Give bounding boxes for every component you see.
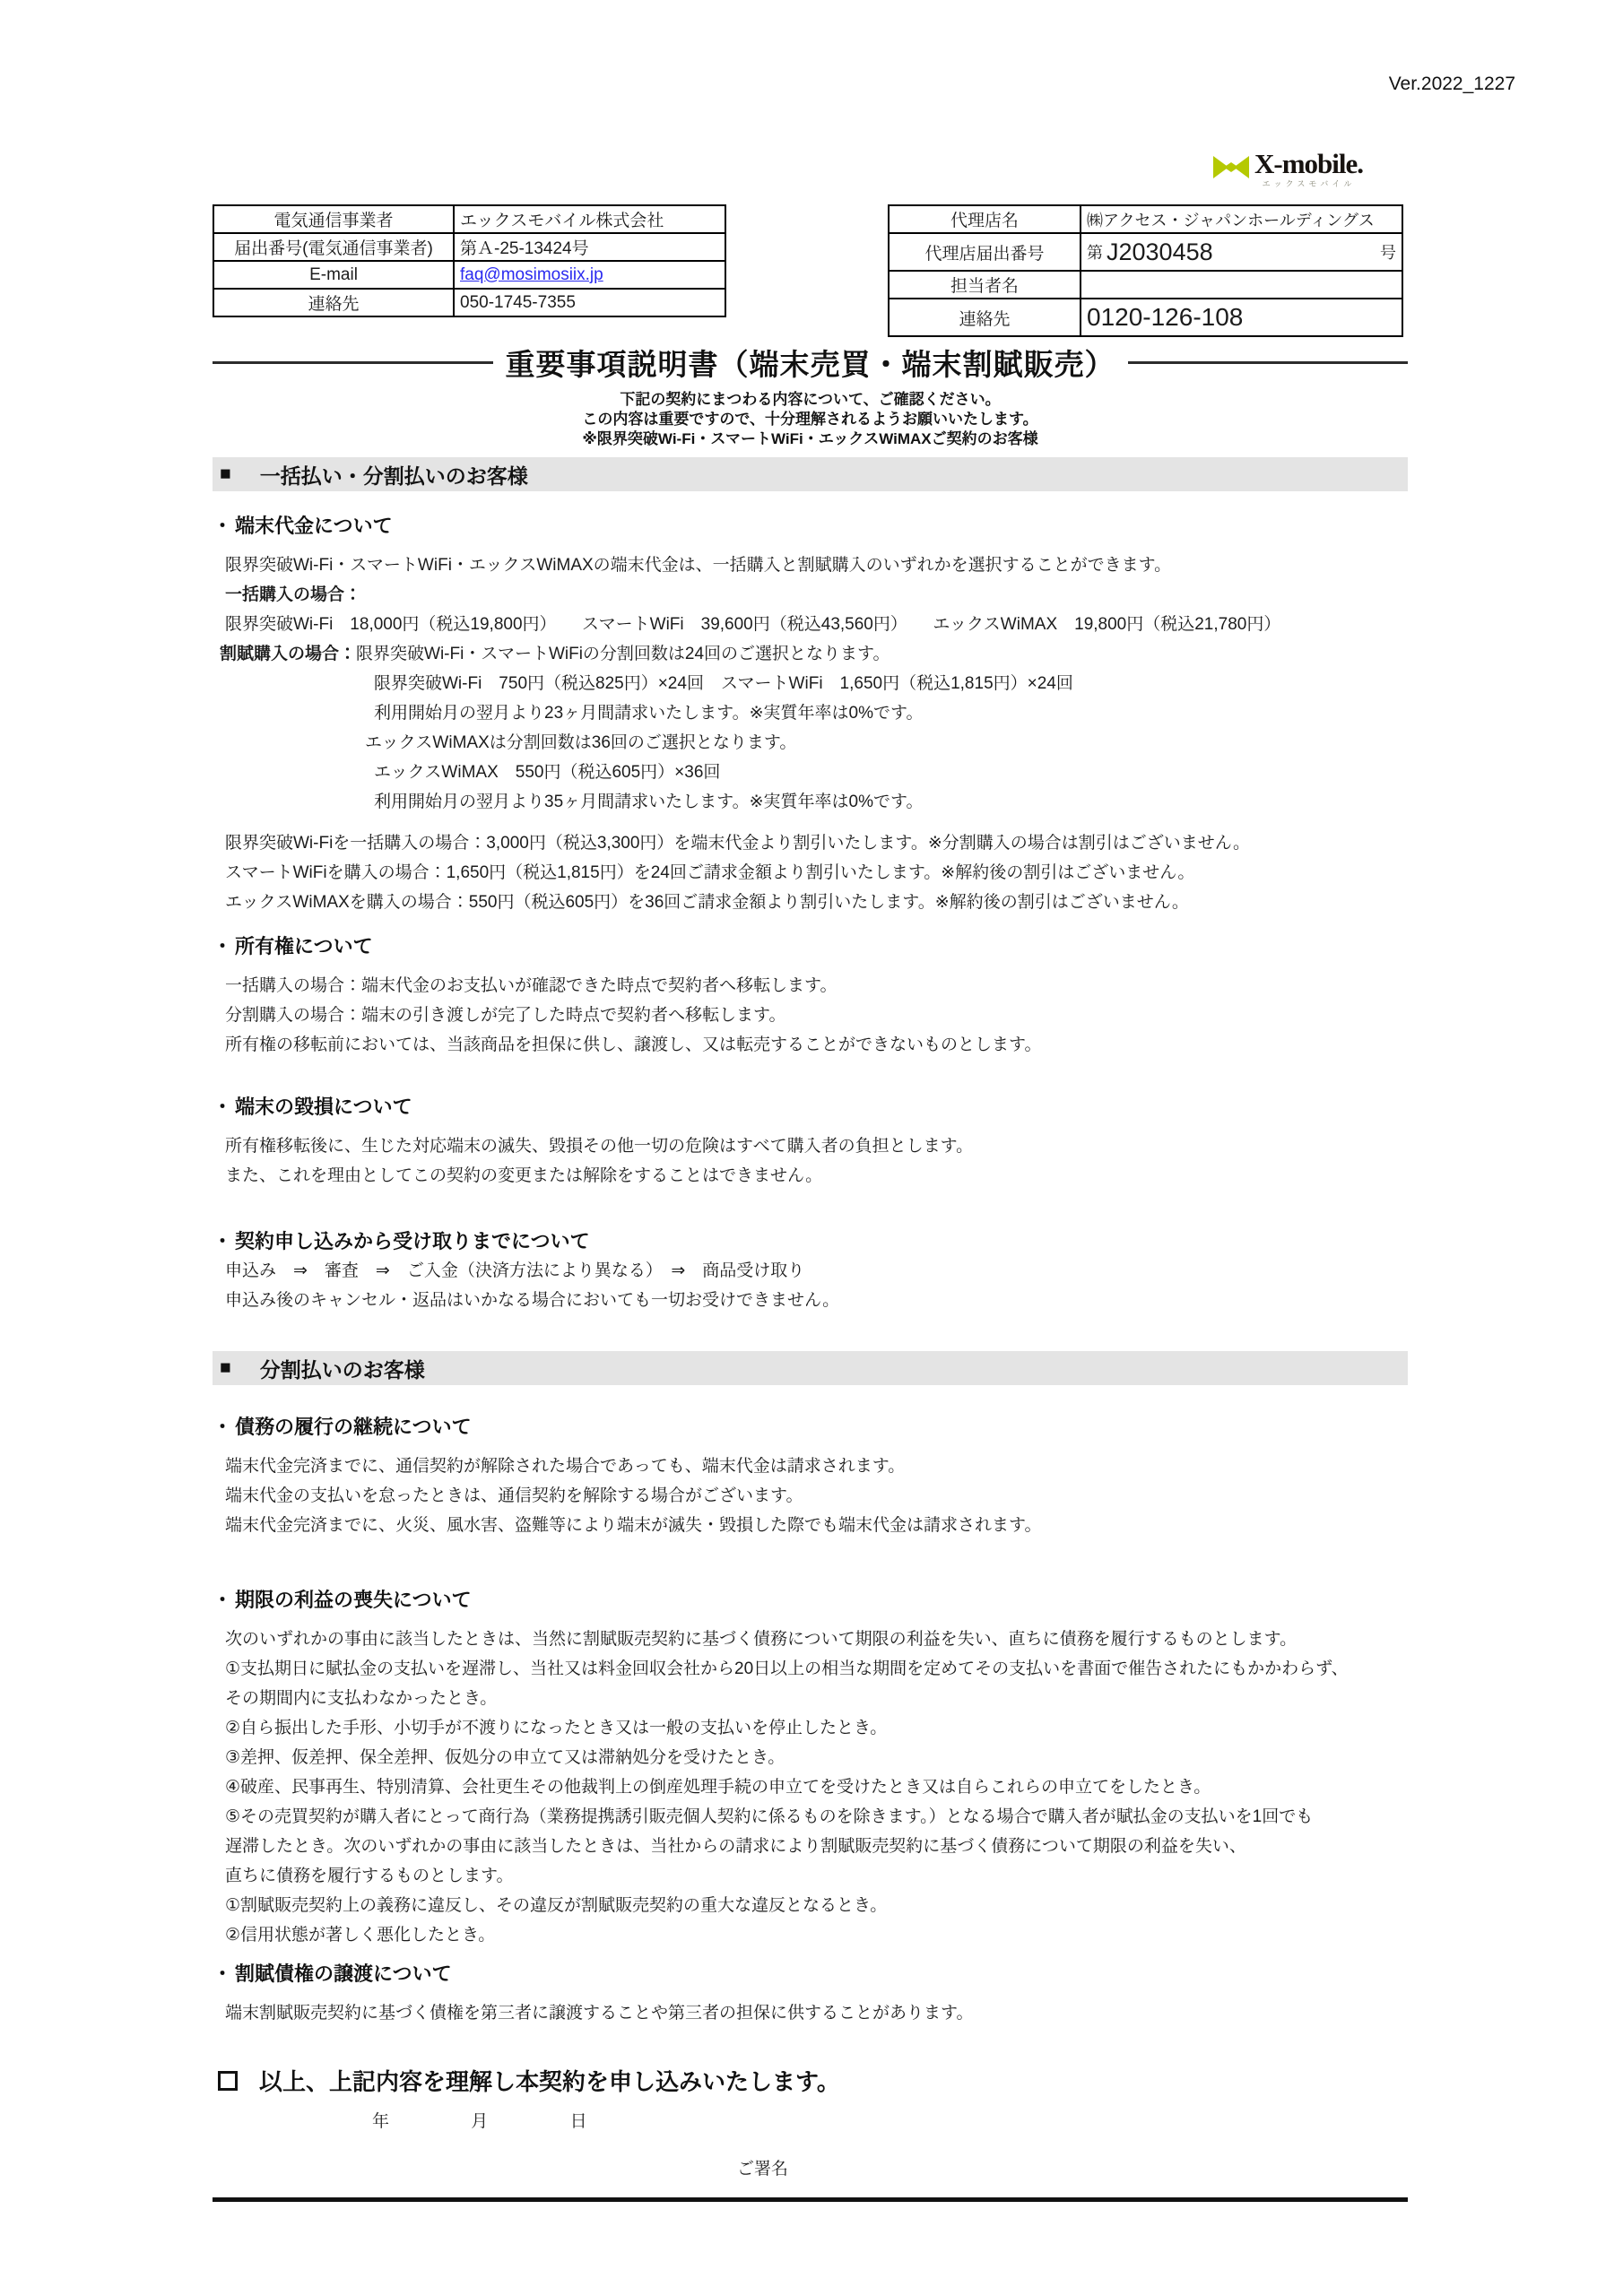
agreement-checkbox[interactable] bbox=[218, 2071, 238, 2091]
body-line: ④破産、民事再生、特別清算、会社更生その他裁判上の倒産処理手続の申立てを受けたとき又は自らこれらの申立てをしたとき。 bbox=[225, 1778, 1211, 1797]
debt-paragraph bbox=[213, 1451, 1408, 1540]
cell-label: 代理店名 bbox=[889, 205, 1081, 233]
cell-value: ㈱アクセス・ジャパンホールディングス bbox=[1081, 205, 1402, 233]
bullet-marker: ・ bbox=[213, 1589, 233, 1611]
bullet-marker: ・ bbox=[213, 1096, 233, 1118]
title-row bbox=[213, 342, 1408, 384]
section-bar-label: 分割払いのお客様 bbox=[259, 1357, 425, 1382]
body-line: ⑤その売買契約が購入者にとって商行為（業務提携誘引販売個人契約に係るものを除きます。）となる場合で購入者が賦払金の支払いを1回でも bbox=[225, 1807, 1314, 1826]
body-line: 端末代金完済までに、通信契約が解除された場合であっても、端末代金は請求されます。 bbox=[225, 1457, 906, 1476]
registration-number-value: J2030458 bbox=[1107, 238, 1213, 265]
heading-text: 期限の利益の喪失について bbox=[235, 1589, 472, 1611]
title-note-line: ※限界突破Wi-Fi・スマートWiFi・エックスWiMAXご契約のお客様 bbox=[582, 430, 1038, 447]
body-line: ①割賦販売契約上の義務に違反し、その違反が割賦販売契約の重大な違反となるとき。 bbox=[225, 1896, 888, 1915]
body-line: ③差押、仮差押、保全差押、仮処分の申立て又は滞納処分を受けたとき。 bbox=[225, 1748, 785, 1767]
body-line: 利用開始月の翌月より35ヶ月間請求いたします。※実質年率は0%です。 bbox=[374, 793, 924, 811]
email-link[interactable]: faq@mosimosiix.jp bbox=[460, 264, 603, 284]
heading-text: 所有権について bbox=[235, 935, 373, 957]
title-notes bbox=[213, 390, 1408, 449]
body-line: 一括購入の場合： bbox=[225, 585, 362, 604]
body-line: 申込み後のキャンセル・返品はいかなる場合においても一切お受けできません。 bbox=[225, 1291, 840, 1310]
body-line: 所有権移転後に、生じた対応端末の滅失、毀損その他一切の危険はすべて購入者の負担とします。 bbox=[225, 1137, 974, 1156]
date-row bbox=[213, 2108, 1408, 2132]
body-line: エックスWiMAXを購入の場合：550円（税込605円）を36回ご請求金額より割引いたします。※解約後の割引はございません。 bbox=[225, 893, 1189, 912]
installment-label: 割賦購入の場合： bbox=[220, 645, 357, 663]
device-price-paragraph bbox=[213, 550, 1408, 917]
body-line: 所有権の移転前においては、当該商品を担保に供し、譲渡し、又は転売することができないものとします。 bbox=[225, 1035, 1042, 1054]
body-line: スマートWiFiを購入の場合：1,650円（税込1,815円）を24回ご請求金額より割引いたします。※解約後の割引はございません。 bbox=[225, 863, 1195, 882]
body-line: 一括購入の場合：端末代金のお支払いが確認できた時点で契約者へ移転します。 bbox=[225, 976, 838, 995]
title-note-line: 下記の契約にまつわる内容について、ご確認ください。 bbox=[620, 391, 1001, 408]
body-line: その期間内に支払わなかったとき。 bbox=[225, 1689, 498, 1708]
heading-device-price bbox=[213, 511, 1408, 539]
application-paragraph bbox=[213, 1256, 1408, 1315]
table-row bbox=[889, 233, 1402, 271]
document-header bbox=[0, 0, 1623, 331]
cell-label: E-mail bbox=[213, 261, 454, 289]
cell-label: 代理店届出番号 bbox=[889, 233, 1081, 271]
agency-table bbox=[888, 204, 1403, 337]
body-line: 限界突破Wi-Fi 750円（税込825円）×24回 スマートWiFi 1,650円（税込1,815円）×24回 bbox=[374, 674, 1073, 693]
bottom-rule bbox=[213, 2197, 1408, 2202]
agreement-label: 以上、上記内容を理解し本契約を申し込みいたします。 bbox=[259, 2068, 840, 2095]
heading-application bbox=[213, 1226, 1408, 1254]
table-row bbox=[213, 289, 725, 316]
heading-text: 契約申し込みから受け取りまでについて bbox=[235, 1230, 590, 1252]
heading-debt bbox=[213, 1412, 1408, 1440]
cell-value bbox=[454, 261, 725, 289]
heading-assignment bbox=[213, 1959, 1408, 1987]
square-marker-icon: ■ bbox=[220, 464, 231, 484]
cell-label: 電気通信事業者 bbox=[213, 205, 454, 233]
title-note-line: この内容は重要ですので、十分理解されるようお願いいたします。 bbox=[582, 411, 1038, 428]
square-marker-icon: ■ bbox=[220, 1357, 231, 1378]
cell-label: 担当者名 bbox=[889, 271, 1081, 299]
cell-label: 届出番号(電気通信事業者) bbox=[213, 233, 454, 261]
body-line: 端末代金完済までに、火災、風水害、盗難等により端末が滅失・毀損した際でも端末代金は請求されます。 bbox=[225, 1516, 1042, 1535]
body-line: 申込み ⇒ 審査 ⇒ ご入金（決済方法により異なる） ⇒ 商品受け取り bbox=[225, 1261, 805, 1280]
body-line: 限界突破Wi-Fi 18,000円（税込19,800円） スマートWiFi 39,600円（税込43,560円） エックスWiMAX 19,800円（税込21,780円） bbox=[225, 615, 1281, 634]
bullet-marker: ・ bbox=[213, 1416, 233, 1438]
cell-value: 第Ａ-25-13424号 bbox=[454, 233, 725, 261]
table-row bbox=[889, 205, 1402, 233]
body-line: 直ちに債務を履行するものとします。 bbox=[225, 1867, 514, 1885]
heading-text: 端末の毀損について bbox=[235, 1096, 412, 1118]
cell-value bbox=[1081, 233, 1402, 271]
forfeiture-paragraph bbox=[213, 1625, 1408, 1950]
body-line: 端末割賦販売契約に基づく債権を第三者に譲渡することや第三者の担保に供することがあります。 bbox=[225, 2004, 974, 2023]
body-line: また、これを理由としてこの契約の変更または解除をすることはできません。 bbox=[225, 1166, 823, 1185]
bullet-marker: ・ bbox=[213, 515, 233, 537]
ownership-paragraph bbox=[213, 971, 1408, 1060]
bowtie-logo-icon bbox=[1212, 155, 1250, 184]
body-line: 限界突破Wi-Fiを一括購入の場合：3,000円（税込3,300円）を端末代金より割引いたします。※分割購入の場合は割引はございません。 bbox=[225, 834, 1250, 853]
assignment-paragraph bbox=[213, 1998, 1408, 2028]
heading-damage bbox=[213, 1092, 1408, 1120]
section-bar-installment bbox=[213, 1351, 1408, 1385]
logo-subtext: エックスモバイル bbox=[1262, 179, 1356, 188]
document-body bbox=[213, 342, 1408, 2202]
xmobile-logo bbox=[1212, 148, 1364, 189]
title-rule-right bbox=[1128, 361, 1409, 364]
heading-ownership bbox=[213, 931, 1408, 959]
body-line: エックスWiMAX 550円（税込605円）×36回 bbox=[374, 763, 721, 782]
heading-text: 債務の履行の継続について bbox=[235, 1416, 472, 1438]
table-row bbox=[889, 271, 1402, 299]
section-bar-lump-installment bbox=[213, 457, 1408, 491]
body-line: 遅滞したとき。次のいずれかの事由に該当したときは、当社からの請求により割賦販売契約に基づく債務について期限の利益を失い、 bbox=[225, 1837, 1246, 1856]
body-line: ①支払期日に賦払金の支払いを遅滞し、当社又は料金回収会社から20日以上の相当な期間を定めてその支払いを書面で催告されたにもかかわらず、 bbox=[225, 1659, 1349, 1678]
title-rule-left bbox=[213, 361, 493, 364]
provider-table bbox=[213, 204, 726, 317]
table-row bbox=[213, 233, 725, 261]
body-line bbox=[213, 639, 1408, 669]
cell-value: 050-1745-7355 bbox=[454, 289, 725, 316]
heading-text: 端末代金について bbox=[235, 515, 393, 537]
version-label: Ver.2022_1227 bbox=[1388, 74, 1515, 94]
date-day-label: 日 bbox=[569, 2112, 587, 2131]
body-line: ②信用状態が著しく悪化したとき。 bbox=[225, 1926, 496, 1945]
cell-label: 連絡先 bbox=[889, 299, 1081, 336]
registration-number-suffix: 号 bbox=[1380, 244, 1396, 262]
agreement-row bbox=[213, 2064, 1408, 2097]
table-row bbox=[213, 261, 725, 289]
registration-number-prefix: 第 bbox=[1087, 244, 1103, 262]
body-line: 次のいずれかの事由に該当したときは、当然に割賦販売契約に基づく債務について期限の利益を失い、直ちに債務を履行するものとします。 bbox=[225, 1630, 1298, 1649]
cell-value bbox=[1081, 271, 1402, 299]
body-line: 端末代金の支払いを怠ったときは、通信契約を解除する場合がございます。 bbox=[225, 1486, 803, 1505]
bullet-marker: ・ bbox=[213, 935, 233, 957]
body-line: 分割購入の場合：端末の引き渡しが完了した時点で契約者へ移転します。 bbox=[225, 1006, 786, 1025]
signature-row bbox=[213, 2155, 1408, 2179]
bullet-marker: ・ bbox=[213, 1230, 233, 1252]
date-year-label: 年 bbox=[372, 2112, 390, 2131]
heading-text: 割賦債権の譲渡について bbox=[235, 1962, 452, 1985]
date-month-label: 月 bbox=[471, 2112, 489, 2131]
page-title: 重要事項説明書（端末売買・端末割賦販売） bbox=[505, 348, 1115, 381]
body-line: エックスWiMAXは分割回数は36回のご選択となります。 bbox=[365, 733, 797, 752]
heading-forfeiture bbox=[213, 1585, 1408, 1613]
damage-paragraph bbox=[213, 1131, 1408, 1191]
installment-intro: 限界突破Wi-Fi・スマートWiFiの分割回数は24回のご選択となります。 bbox=[356, 645, 890, 663]
bullet-marker: ・ bbox=[213, 1962, 233, 1985]
table-row bbox=[889, 299, 1402, 336]
logo-brand-text: X-mobile. bbox=[1254, 148, 1364, 179]
section-bar-label: 一括払い・分割払いのお客様 bbox=[259, 464, 528, 488]
signature-label: ご署名 bbox=[737, 2160, 789, 2179]
cell-value: エックスモバイル株式会社 bbox=[454, 205, 725, 233]
agency-phone-value: 0120-126-108 bbox=[1081, 299, 1402, 336]
table-row bbox=[213, 205, 725, 233]
body-line: 利用開始月の翌月より23ヶ月間請求いたします。※実質年率は0%です。 bbox=[374, 704, 924, 723]
body-line: ②自ら振出した手形、小切手が不渡りになったとき又は一般の支払いを停止したとき。 bbox=[225, 1719, 888, 1737]
body-line: 限界突破Wi-Fi・スマートWiFi・エックスWiMAXの端末代金は、一括購入と割賦購入のいずれかを選択することができます。 bbox=[225, 556, 1172, 575]
cell-label: 連絡先 bbox=[213, 289, 454, 316]
